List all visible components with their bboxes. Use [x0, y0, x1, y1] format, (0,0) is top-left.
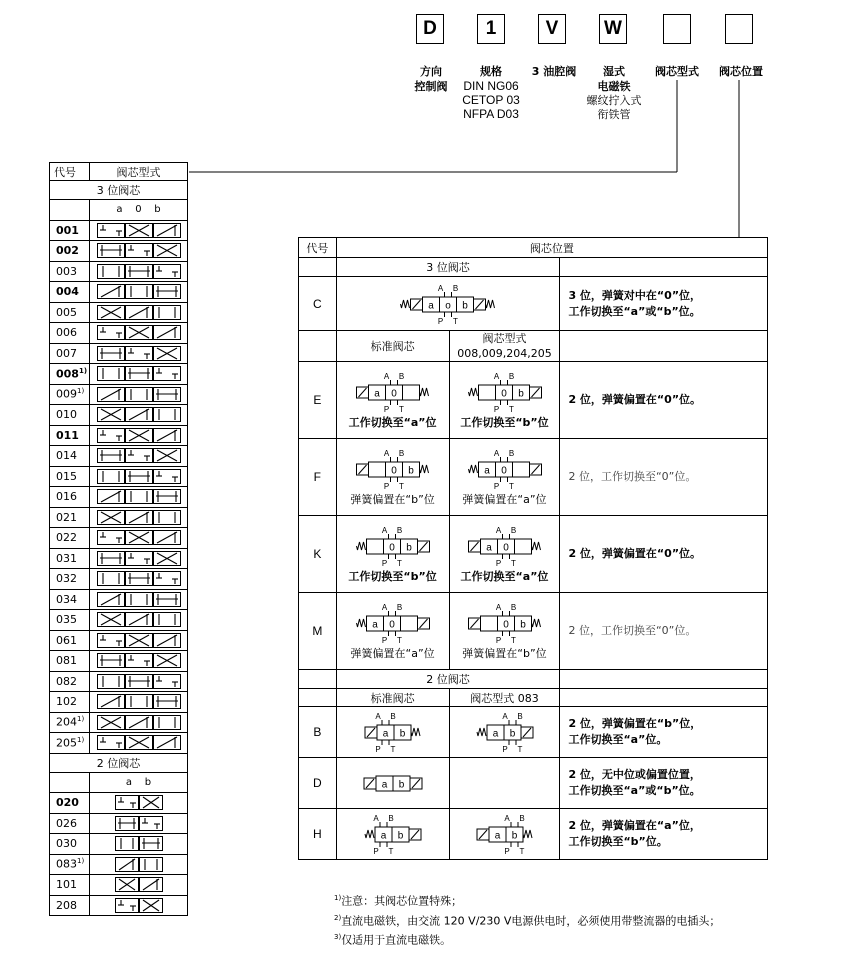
- col-header-spool-type: 阀芯型式: [90, 163, 188, 181]
- svg-text:a: a: [492, 728, 498, 740]
- svg-text:P: P: [374, 745, 381, 754]
- spool-row: [50, 343, 188, 364]
- spool-symbol: [90, 651, 188, 672]
- spool-code: 010: [50, 405, 90, 426]
- valve-symbol-standard: [336, 707, 449, 758]
- spool-row: [50, 630, 188, 651]
- subheader2-standard-spool: 标准阀芯: [336, 689, 449, 707]
- svg-text:A: A: [503, 814, 510, 823]
- valve-symbol-special: [449, 593, 560, 670]
- spool-code: 001: [50, 220, 90, 241]
- caption-size: 规格 DIN NG06 CETOP 03 NFPA D03: [462, 65, 520, 121]
- svg-text:B: B: [389, 712, 396, 721]
- svg-text:0: 0: [390, 388, 397, 400]
- col-header-code: 代号: [299, 238, 337, 258]
- subheader2-spool-083: 阀芯型式 083: [449, 689, 560, 707]
- valve-caption: 工作切换至“b”位: [348, 570, 437, 583]
- svg-text:0: 0: [388, 619, 395, 631]
- svg-text:0: 0: [500, 388, 507, 400]
- code-box-v: V: [538, 14, 566, 44]
- position-desc: 2 位，弹簧偏置在“a”位， 工作切换至“b”位。: [560, 809, 768, 860]
- section-2pos-right: 2 位阀芯: [336, 670, 560, 689]
- spool-row: [50, 425, 188, 446]
- spool-code: 011: [50, 425, 90, 446]
- spool-code: 002: [50, 241, 90, 262]
- spool-row: [50, 282, 188, 303]
- svg-text:A: A: [493, 372, 499, 381]
- svg-text:0: 0: [388, 542, 395, 554]
- valve-caption: 工作切换至“b”位: [460, 416, 549, 429]
- spool-row: [50, 834, 188, 855]
- spool-symbol: [90, 343, 188, 364]
- svg-text:P: P: [493, 482, 499, 491]
- svg-text:A: A: [383, 449, 389, 458]
- valve-symbol-standard: [336, 593, 449, 670]
- spool-code: 004: [50, 282, 90, 303]
- spool-code: 007: [50, 343, 90, 364]
- spool-symbol: [90, 323, 188, 344]
- svg-text:b: b: [399, 728, 405, 740]
- spool-code: 003: [50, 261, 90, 282]
- subheader-standard-spool: 标准阀芯: [336, 331, 449, 362]
- svg-text:T: T: [398, 482, 404, 491]
- spool-symbol: [90, 261, 188, 282]
- svg-text:P: P: [503, 847, 510, 856]
- spool-row: [50, 610, 188, 631]
- spool-row: [50, 733, 188, 754]
- spool-symbol: [90, 282, 188, 303]
- position-code-c: C: [299, 277, 337, 331]
- subheader-special-spool: 阀芯型式 008,009,204,205: [449, 331, 560, 362]
- footnote-3: $^{3)}$仅适用于直流电磁铁。: [334, 933, 452, 947]
- position-labels-a0b: a 0 b: [90, 200, 188, 221]
- spool-row: [50, 528, 188, 549]
- svg-text:P: P: [381, 559, 387, 568]
- spool-code: 102: [50, 692, 90, 713]
- svg-text:P: P: [437, 316, 444, 326]
- valve-caption: 工作切换至“a”位: [460, 570, 549, 583]
- svg-text:B: B: [396, 526, 402, 535]
- spool-row: [50, 507, 188, 528]
- position-code: B: [299, 707, 337, 758]
- spool-row: [50, 446, 188, 467]
- footnote-marker: 1): [78, 366, 88, 375]
- svg-text:a: a: [380, 830, 386, 842]
- position-row-e: [299, 362, 768, 439]
- spool-code: 022: [50, 528, 90, 549]
- svg-text:P: P: [501, 745, 508, 754]
- svg-text:b: b: [517, 388, 524, 400]
- position-desc-c: 3 位，弹簧对中在“0”位， 工作切换至“a”或“b”位。: [560, 277, 768, 331]
- spool-row: [50, 569, 188, 590]
- spool-symbol: [90, 528, 188, 549]
- spool-code: 031: [50, 548, 90, 569]
- svg-text:A: A: [437, 283, 444, 293]
- svg-text:0: 0: [500, 465, 507, 477]
- spool-symbol: [90, 834, 188, 855]
- spool-code: 014: [50, 446, 90, 467]
- spool-code: 005: [50, 302, 90, 323]
- spool-row: [50, 466, 188, 487]
- valve-symbol-standard: [336, 758, 449, 809]
- svg-text:B: B: [387, 814, 394, 823]
- spool-row: [50, 875, 188, 896]
- position-row-h: [299, 809, 768, 860]
- spool-code: 009$^{1)}$: [50, 384, 90, 405]
- position-code: M: [299, 593, 337, 670]
- spool-code: 026: [50, 813, 90, 834]
- position-row-k: [299, 516, 768, 593]
- spool-row: [50, 712, 188, 733]
- svg-text:0: 0: [502, 542, 509, 554]
- spool-symbol: [90, 854, 188, 875]
- svg-text:B: B: [396, 603, 402, 612]
- svg-text:A: A: [381, 603, 387, 612]
- footnote-marker: 1): [77, 735, 85, 744]
- svg-text:T: T: [510, 636, 516, 645]
- valve-symbol-special: [449, 439, 560, 516]
- position-row-m: [299, 593, 768, 670]
- spool-row: [50, 261, 188, 282]
- section-3pos: 3 位阀芯: [50, 181, 188, 200]
- svg-text:b: b: [407, 465, 414, 477]
- col-header-spool-position: 阀芯位置: [336, 238, 767, 258]
- position-desc: 2 位，工作切换至“0”位。: [560, 593, 768, 670]
- spool-code: 016: [50, 487, 90, 508]
- spool-symbol: [90, 507, 188, 528]
- svg-text:A: A: [495, 526, 501, 535]
- spool-row: [50, 589, 188, 610]
- svg-text:T: T: [519, 847, 524, 856]
- spool-row: [50, 671, 188, 692]
- position-row-d: [299, 758, 768, 809]
- footnote-marker: 1): [77, 387, 85, 396]
- svg-text:P: P: [495, 559, 501, 568]
- spool-code: 034: [50, 589, 90, 610]
- position-code: E: [299, 362, 337, 439]
- code-box-w: W: [599, 14, 627, 44]
- spool-symbol: [90, 671, 188, 692]
- valve-caption: 弹簧偏置在“b”位: [350, 493, 435, 506]
- svg-text:A: A: [374, 712, 381, 721]
- valve-symbol-special: [449, 809, 560, 860]
- spool-type-table: [49, 162, 188, 916]
- valve-symbol-special: [449, 707, 560, 758]
- spool-symbol: [90, 405, 188, 426]
- spool-symbol: [90, 813, 188, 834]
- position-desc: 2 位，弹簧偏置在“0”位。: [560, 362, 768, 439]
- code-box-1: 1: [477, 14, 505, 44]
- spool-code: 208: [50, 895, 90, 916]
- spool-symbol: [90, 793, 188, 814]
- spool-symbol: [90, 610, 188, 631]
- svg-text:b: b: [511, 830, 517, 842]
- svg-text:a: a: [428, 300, 434, 311]
- spool-symbol: [90, 733, 188, 754]
- position-desc: 2 位，弹簧偏置在“b”位， 工作切换至“a”位。: [560, 707, 768, 758]
- valve-caption: 弹簧偏置在“b”位: [462, 647, 547, 660]
- svg-text:A: A: [493, 449, 499, 458]
- caption-wet-solenoid: 湿式 电磁铁 螺纹拧入式 衔铁管: [586, 65, 642, 121]
- spool-symbol: [90, 895, 188, 916]
- svg-text:a: a: [382, 728, 388, 740]
- caption-directional-valve: 方向 控制阀: [414, 65, 448, 93]
- svg-text:b: b: [509, 728, 515, 740]
- svg-text:B: B: [510, 603, 516, 612]
- valve-caption: 弹簧偏置在“a”位: [462, 493, 547, 506]
- spool-symbol: [90, 569, 188, 590]
- svg-text:P: P: [383, 482, 389, 491]
- spool-code: 015: [50, 466, 90, 487]
- position-code: D: [299, 758, 337, 809]
- spool-code: 082: [50, 671, 90, 692]
- svg-text:P: P: [383, 405, 389, 414]
- spool-row: [50, 302, 188, 323]
- spool-row: [50, 220, 188, 241]
- spool-position-table: [298, 237, 768, 860]
- svg-text:P: P: [381, 636, 387, 645]
- svg-text:B: B: [508, 372, 514, 381]
- spool-symbol: [90, 875, 188, 896]
- svg-text:0: 0: [502, 619, 509, 631]
- valve-symbol-standard: [336, 439, 449, 516]
- svg-text:T: T: [508, 405, 514, 414]
- spool-symbol: [90, 302, 188, 323]
- footnote-marker: 1): [77, 715, 85, 724]
- spool-symbol: [90, 364, 188, 385]
- valve-caption: 弹簧偏置在“a”位: [350, 647, 435, 660]
- valve-symbol-special: [449, 362, 560, 439]
- spool-symbol: [90, 487, 188, 508]
- svg-text:a: a: [485, 542, 492, 554]
- section-3pos-right: 3 位阀芯: [336, 258, 560, 277]
- svg-text:B: B: [518, 814, 525, 823]
- valve-symbol-special: [449, 758, 560, 809]
- position-desc: 2 位，工作切换至“0”位。: [560, 439, 768, 516]
- spool-code: 021: [50, 507, 90, 528]
- svg-text:T: T: [396, 636, 402, 645]
- position-code: F: [299, 439, 337, 516]
- spool-code: 030: [50, 834, 90, 855]
- col-header-code: 代号: [50, 163, 90, 181]
- spool-row: [50, 487, 188, 508]
- spool-symbol: [90, 220, 188, 241]
- caption-spool-position: 阀芯位置: [719, 65, 763, 78]
- svg-text:A: A: [501, 712, 508, 721]
- spool-code: 081: [50, 651, 90, 672]
- position-code: K: [299, 516, 337, 593]
- spool-row: [50, 854, 188, 875]
- spool-code: 101: [50, 875, 90, 896]
- spool-code: 061: [50, 630, 90, 651]
- svg-text:T: T: [508, 482, 514, 491]
- svg-text:A: A: [381, 526, 387, 535]
- spool-code: 032: [50, 569, 90, 590]
- svg-text:b: b: [405, 542, 412, 554]
- spool-symbol: [90, 425, 188, 446]
- spool-row: [50, 895, 188, 916]
- svg-text:b: b: [519, 619, 526, 631]
- svg-text:T: T: [390, 745, 396, 754]
- svg-text:0: 0: [390, 465, 397, 477]
- svg-text:a: a: [483, 465, 490, 477]
- spool-symbol: [90, 241, 188, 262]
- svg-text:B: B: [516, 712, 523, 721]
- spool-row: [50, 651, 188, 672]
- spool-symbol: [90, 692, 188, 713]
- valve-symbol-standard: [336, 516, 449, 593]
- valve-symbol-special: [449, 516, 560, 593]
- spool-code: 020: [50, 793, 90, 814]
- spool-symbol: [90, 630, 188, 651]
- spool-row: [50, 323, 188, 344]
- section-2pos: 2 位阀芯: [50, 753, 188, 772]
- svg-text:T: T: [398, 405, 404, 414]
- svg-text:A: A: [372, 814, 379, 823]
- svg-text:T: T: [510, 559, 516, 568]
- spool-code: 008$^{1)}$: [50, 364, 90, 385]
- position-desc: 2 位，无中位或偏置位置， 工作切换至“a”或“b”位。: [560, 758, 768, 809]
- spool-symbol: [90, 712, 188, 733]
- footnote-marker: 1): [77, 857, 85, 866]
- spool-row: [50, 548, 188, 569]
- svg-text:B: B: [510, 526, 516, 535]
- footnotes: [334, 890, 720, 949]
- spool-row: [50, 241, 188, 262]
- spool-row: [50, 364, 188, 385]
- svg-text:T: T: [396, 559, 402, 568]
- svg-text:P: P: [495, 636, 501, 645]
- svg-text:a: a: [494, 830, 500, 842]
- svg-text:A: A: [495, 603, 501, 612]
- position-code: H: [299, 809, 337, 860]
- caption-3-port: 3 油腔阀: [531, 65, 577, 78]
- valve-symbol-c: [336, 277, 560, 331]
- spool-row: [50, 405, 188, 426]
- spool-symbol: [90, 589, 188, 610]
- caption-spool-type: 阀芯型式: [655, 65, 699, 78]
- spool-symbol: [90, 466, 188, 487]
- svg-text:P: P: [372, 847, 379, 856]
- svg-text:B: B: [398, 372, 404, 381]
- svg-text:B: B: [508, 449, 514, 458]
- position-row-b: [299, 707, 768, 758]
- svg-text:P: P: [493, 405, 499, 414]
- spool-row: [50, 813, 188, 834]
- svg-text:a: a: [373, 388, 380, 400]
- position-desc: 2 位，弹簧偏置在“0”位。: [560, 516, 768, 593]
- svg-text:B: B: [398, 449, 404, 458]
- svg-text:A: A: [383, 372, 389, 381]
- svg-text:T: T: [453, 316, 458, 326]
- position-labels-ab: a b: [90, 772, 188, 793]
- spool-row: [50, 793, 188, 814]
- footnote-2: $^{2)}$直流电磁铁，由交流 120 V/230 V电源供电时，必须使用带整流器的电插头；: [334, 913, 721, 928]
- svg-text:a: a: [371, 619, 378, 631]
- footnote-1: $^{1)}$注意：其阀芯位置特殊；: [334, 894, 463, 908]
- spool-symbol: [90, 384, 188, 405]
- spool-code: 035: [50, 610, 90, 631]
- svg-text:T: T: [517, 745, 522, 754]
- spool-code: 205$^{1)}$: [50, 733, 90, 754]
- valve-symbol-standard: [336, 809, 449, 860]
- svg-text:b: b: [398, 779, 404, 791]
- valve-symbol-standard: [336, 362, 449, 439]
- spool-symbol: [90, 548, 188, 569]
- position-row-f: [299, 439, 768, 516]
- svg-text:o: o: [445, 300, 451, 311]
- code-box-d: D: [416, 14, 444, 44]
- svg-text:B: B: [452, 283, 459, 293]
- spool-code: 083$^{1)}$: [50, 854, 90, 875]
- svg-text:T: T: [388, 847, 394, 856]
- svg-text:a: a: [381, 779, 387, 791]
- spool-symbol: [90, 446, 188, 467]
- valve-caption: 工作切换至“a”位: [348, 416, 437, 429]
- spool-row: [50, 692, 188, 713]
- svg-text:b: b: [462, 300, 468, 311]
- svg-text:b: b: [397, 830, 403, 842]
- spool-row: [50, 384, 188, 405]
- spool-code: 006: [50, 323, 90, 344]
- spool-code: 204$^{1)}$: [50, 712, 90, 733]
